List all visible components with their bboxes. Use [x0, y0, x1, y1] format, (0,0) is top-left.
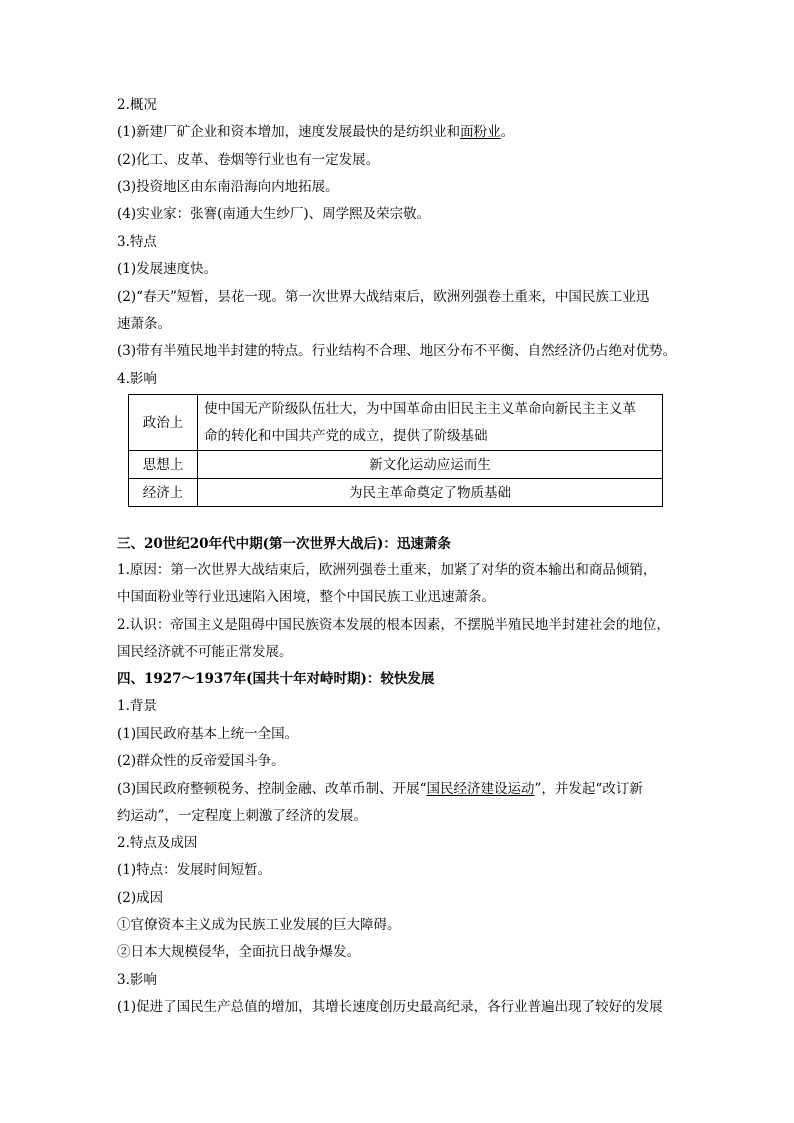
- paragraph: (2)群众性的反帝爱国斗争。: [117, 753, 285, 769]
- paragraph: (1)国民政府基本上统一全国。: [117, 726, 299, 742]
- paragraph: [117, 780, 643, 798]
- underlined-term: 面粉业: [460, 124, 501, 140]
- cell-line: 使中国无产阶级队伍壮大，为中国革命由旧民主主义革命向新民主主义革: [204, 400, 636, 417]
- paragraph: (4)实业家：张謇(南通大生纱厂)、周学熙及荣宗敬。: [117, 206, 431, 222]
- paragraph: 2.认识：帝国主义是阻碍中国民族资本发展的根本因素，不摆脱半殖民地半封建社会的地位，: [117, 617, 670, 633]
- table-cell-key: 经济上: [129, 479, 198, 507]
- section-heading: 2.概况: [117, 97, 157, 113]
- section-title: 三、20世纪20年代中期(第一次世界大战后)：迅速萧条: [117, 536, 451, 552]
- cell-line: 命的转化和中国共产党的成立，提供了阶级基础: [204, 427, 488, 444]
- paragraph: (3)投资地区由东南沿海向内地拓展。: [117, 179, 339, 195]
- paragraph: (1)发展速度快。: [117, 261, 218, 277]
- paragraph: 国民经济就不可能正常发展。: [117, 644, 293, 660]
- table-row: [129, 395, 663, 451]
- table-cell-key: 思想上: [129, 451, 198, 479]
- text: (1)新建厂矿企业和资本增加，速度发展最快的是纺织业和: [117, 124, 461, 140]
- paragraph: 约运动”，一定程度上刺激了经济的发展。: [117, 808, 367, 824]
- paragraph: [117, 123, 514, 141]
- paragraph: ①官僚资本主义成为民族工业发展的巨大障碍。: [117, 917, 401, 933]
- section-heading: 4.影响: [117, 371, 157, 387]
- paragraph: (3)带有半殖民地半封建的特点。行业结构不合理、地区分布不平衡、自然经济仍占绝对优势。: [117, 343, 677, 359]
- paragraph: (2)“春天”短暂，昙花一现。第一次世界大战结束后，欧洲列强卷土重来，中国民族工业迅: [117, 289, 650, 305]
- table-cell-value: [198, 395, 663, 451]
- impact-table: [128, 394, 663, 507]
- paragraph: (2)成因: [117, 890, 164, 906]
- section-heading: 2.特点及成因: [117, 835, 198, 851]
- underlined-term: 国民经济建设运动: [426, 781, 535, 797]
- section-heading: 3.影响: [117, 972, 157, 988]
- table-cell-value: 新文化运动应运而生: [198, 451, 663, 479]
- table-cell-key: 政治上: [129, 395, 198, 451]
- paragraph: 1.原因：第一次世界大战结束后，欧洲列强卷土重来，加紧了对华的资本输出和商品倾销，: [117, 562, 657, 578]
- text: 。: [500, 124, 515, 140]
- table-cell-value: 为民主革命奠定了物质基础: [198, 479, 663, 507]
- paragraph: (2)化工、皮革、卷烟等行业也有一定发展。: [117, 152, 380, 168]
- section-title: 四、1927～1937年(国共十年对峙时期)：较快发展: [117, 671, 435, 687]
- paragraph: ②日本大规模侵华，全面抗日战争爆发。: [117, 944, 360, 960]
- paragraph: 速萧条。: [117, 316, 171, 332]
- table-row: [129, 451, 663, 479]
- paragraph: (1)促进了国民生产总值的增加，其增长速度创历史最高纪录，各行业普遍出现了较好的发展: [117, 999, 663, 1015]
- section-heading: 1.背景: [117, 698, 157, 714]
- section-heading: 3.特点: [117, 234, 157, 250]
- text: ”，并发起“改订新: [534, 781, 643, 797]
- text: (3)国民政府整顿税务、控制金融、改革币制、开展“: [117, 781, 427, 797]
- paragraph: 中国面粉业等行业迅速陷入困境，整个中国民族工业迅速萧条。: [117, 589, 495, 605]
- table-row: [129, 479, 663, 507]
- paragraph: (1)特点：发展时间短暂。: [117, 862, 272, 878]
